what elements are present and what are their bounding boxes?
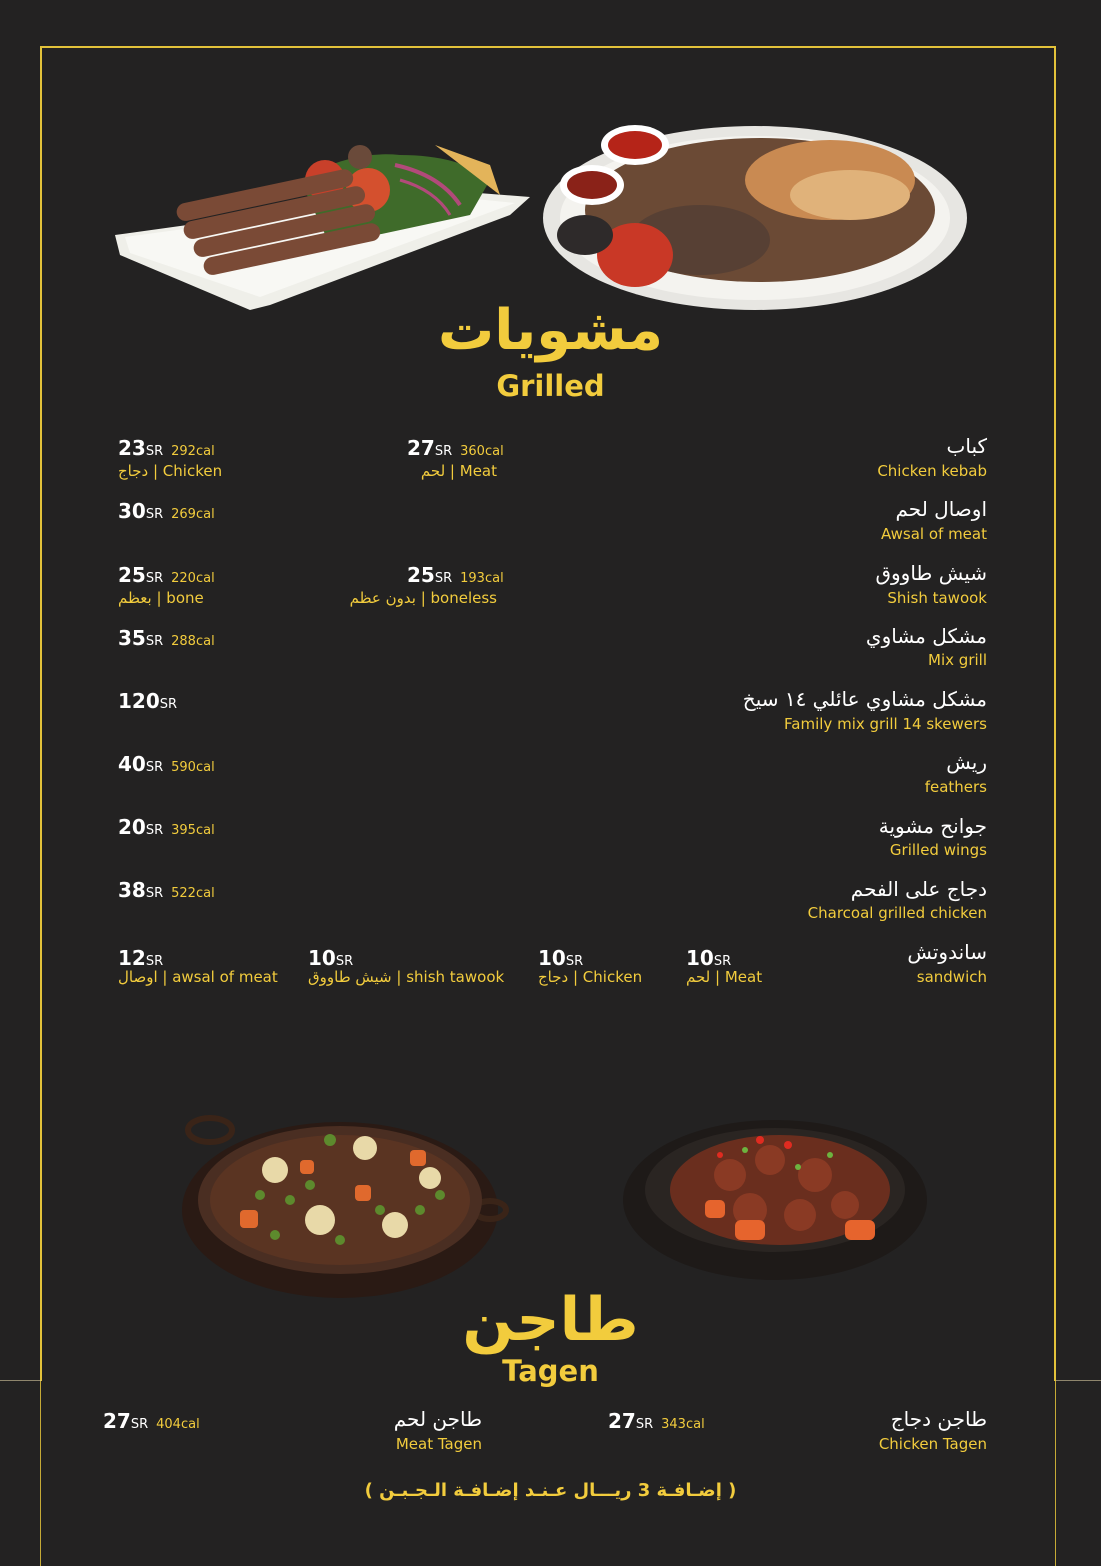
tagen-meat-price: 27SR 404cal	[103, 1409, 200, 1433]
price-tag: 23SR 292cal	[118, 436, 215, 460]
price-variant-label: بعظم | bone	[118, 589, 204, 607]
price-variant-label: دجاج | Chicken	[118, 462, 223, 480]
menu-item-name-ar: مشكل مشاوي عائلي ١٤ سيخ	[742, 687, 987, 711]
price-tag: 35SR 288cal	[118, 626, 215, 650]
menu-item-name-en: Family mix grill 14 skewers	[784, 715, 987, 733]
cheese-extra-note: ( إضـافـة 3 ريـــال عـنـد إضـافـة الـجـبـن )	[364, 1480, 737, 1501]
menu-item-name-en: Awsal of meat	[880, 525, 987, 543]
tagen-title-en: Tagen	[502, 1354, 599, 1388]
tagen-chicken-name-ar: طاجن دجاج	[890, 1407, 987, 1431]
menu-item-name-ar: شيش طاووق	[875, 561, 987, 585]
menu-item-name-en: Charcoal grilled chicken	[807, 904, 987, 922]
frame-right-border	[1054, 46, 1056, 1381]
price-variant-label: لحم | Meat	[686, 968, 763, 986]
meat-tagen-pan-photo	[180, 1100, 510, 1305]
price-variant-label: شيش طاووق | shish tawook	[308, 968, 505, 986]
menu-item-name-en: Shish tawook	[887, 589, 987, 607]
price-tag: 120SR	[118, 689, 178, 713]
menu-item-name-ar: ساندوتش	[907, 940, 987, 964]
menu-item-name-en: Chicken kebab	[877, 462, 987, 480]
menu-item-name-en: sandwich	[916, 968, 987, 986]
grilled-title-ar: مشويات	[437, 298, 664, 363]
price-tag: 10SR	[538, 946, 584, 970]
frame-left-border-lower	[40, 1381, 41, 1566]
price-variant-label: دجاج | Chicken	[538, 968, 643, 986]
price-tag: 38SR 522cal	[118, 878, 215, 902]
menu-item-name-ar: دجاج على الفحم	[850, 877, 987, 901]
kebab-platter-photo	[110, 135, 540, 315]
price-tag: 30SR 269cal	[118, 499, 215, 523]
price-variant-label: اوصال | awsal of meat	[118, 968, 278, 986]
grilled-title-en: Grilled	[496, 369, 605, 403]
price-tag: 25SR 220cal	[118, 563, 215, 587]
price-tag: 25SR 193cal	[407, 563, 504, 587]
menu-item-name-ar: جوانح مشوية	[878, 814, 987, 838]
price-tag: 10SR	[686, 946, 732, 970]
tagen-chicken-price: 27SR 343cal	[608, 1409, 705, 1433]
menu-item-name-en: Mix grill	[928, 651, 987, 669]
price-variant-label: لحم | Meat	[420, 462, 497, 480]
tagen-meat-name-en: Meat Tagen	[395, 1435, 482, 1453]
menu-item-name-ar: كباب	[946, 434, 987, 458]
price-tag: 10SR	[308, 946, 354, 970]
frame-right-border-lower	[1055, 1381, 1056, 1566]
menu-item-name-ar: مشكل مشاوي	[865, 624, 987, 648]
menu-item-name-ar: ريش	[946, 750, 987, 774]
price-tag: 20SR 395cal	[118, 815, 215, 839]
menu-item-name-ar: اوصال لحم	[895, 497, 987, 521]
frame-top-border	[40, 46, 1056, 48]
frame-left-border	[40, 46, 42, 1381]
price-variant-label: بدون عظم | boneless	[349, 589, 497, 607]
chicken-tagen-bowl-photo	[620, 1115, 935, 1295]
tagen-meat-name-ar: طاجن لحم	[393, 1407, 482, 1431]
price-tag: 12SR	[118, 946, 164, 970]
price-tag: 40SR 590cal	[118, 752, 215, 776]
menu-item-name-en: Grilled wings	[889, 841, 987, 859]
mixed-grill-platter-photo	[540, 110, 970, 315]
menu-item-name-en: feathers	[924, 778, 987, 796]
price-tag: 27SR 360cal	[407, 436, 504, 460]
tagen-title-ar: طاجن	[462, 1285, 639, 1355]
tagen-chicken-name-en: Chicken Tagen	[878, 1435, 987, 1453]
